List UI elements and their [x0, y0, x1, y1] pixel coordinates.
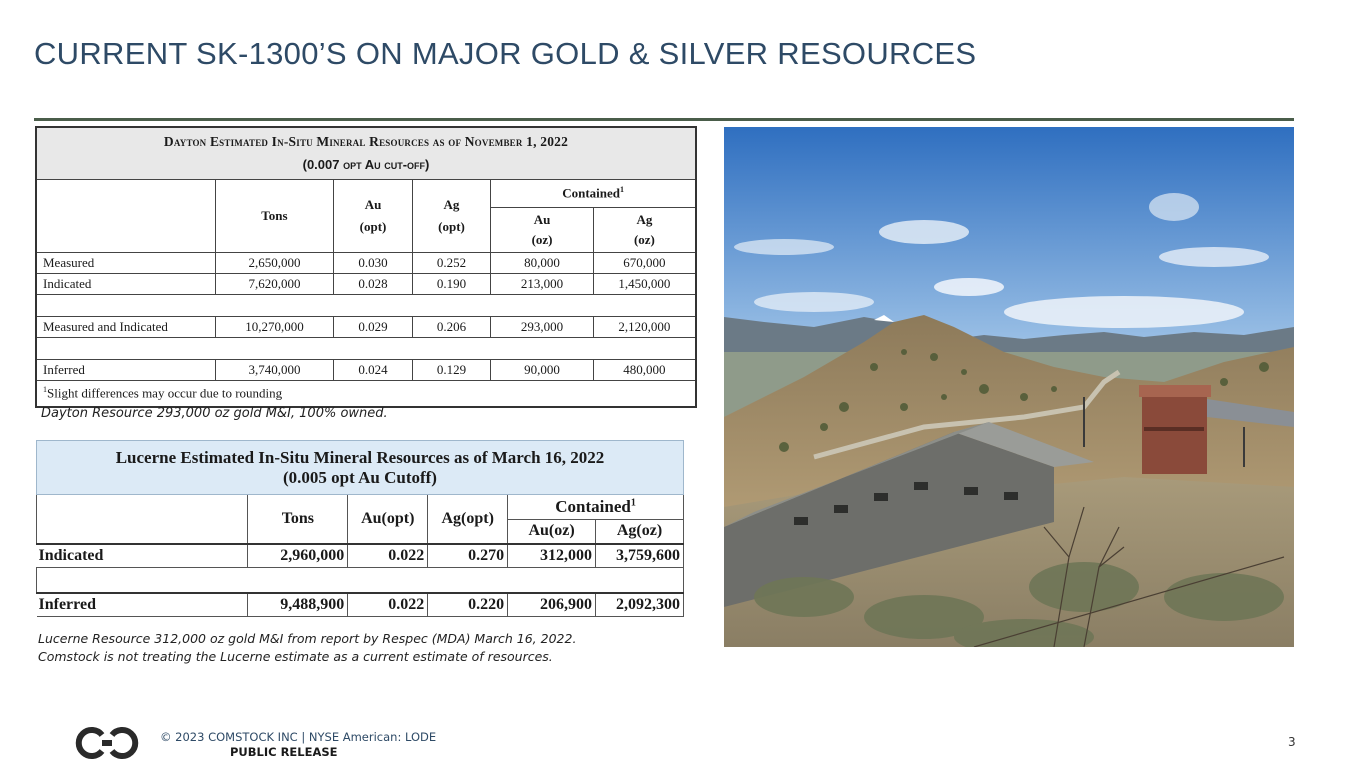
- cell-ag-oz: 2,120,000: [593, 316, 696, 337]
- cell-au: 0.028: [334, 273, 412, 294]
- cell-au-oz: 90,000: [491, 359, 594, 380]
- row-label: Measured and Indicated: [36, 316, 215, 337]
- cell-au: 0.024: [334, 359, 412, 380]
- page-title: CURRENT SK-1300’S ON MAJOR GOLD & SILVER RESOURCES: [34, 36, 977, 71]
- cell-ag: 0.206: [412, 316, 490, 337]
- cell-ag-oz: 3,759,600: [596, 544, 684, 568]
- cell-tons: 2,650,000: [215, 252, 334, 273]
- cell-au: 0.029: [334, 316, 412, 337]
- table-row: [36, 273, 696, 294]
- table-row: [36, 252, 696, 273]
- cell-ag: 0.129: [412, 359, 490, 380]
- cell-ag-oz: 1,450,000: [593, 273, 696, 294]
- cell-au-oz: 293,000: [491, 316, 594, 337]
- spacer-row: [37, 568, 684, 593]
- table-row: [36, 316, 696, 337]
- cell-ag: 0.220: [428, 593, 508, 617]
- dayton-contained-sup: 1: [620, 184, 625, 194]
- cell-au-oz: 206,900: [508, 593, 596, 617]
- dayton-c-ag-unit: (oz): [633, 231, 655, 247]
- row-label: Measured: [36, 252, 215, 273]
- row-label: Indicated: [37, 544, 248, 568]
- lucerne-heading-line1: Lucerne Estimated In-Situ Mineral Resources as of March 16, 2022: [115, 447, 605, 467]
- footer-copyright: © 2023 COMSTOCK INC | NYSE American: LODE: [160, 730, 437, 744]
- spacer-row: [36, 294, 696, 316]
- lucerne-blank-header: [37, 495, 248, 544]
- dayton-col-ag-label: Ag: [443, 196, 460, 212]
- mine-site-photo: [724, 127, 1294, 647]
- dayton-col-ag: [412, 179, 490, 252]
- dayton-blank-header: [36, 179, 215, 252]
- lucerne-table-heading: [37, 441, 684, 495]
- spacer-row: [36, 337, 696, 359]
- lucerne-col-au: Au(opt): [348, 495, 428, 544]
- cell-au-oz: 80,000: [491, 252, 594, 273]
- dayton-col-contained-au: [491, 207, 594, 252]
- comstock-logo-icon: [74, 726, 140, 760]
- dayton-c-au-label: Au: [533, 211, 551, 227]
- dayton-c-ag-label: Ag: [636, 211, 653, 227]
- cell-au-oz: 213,000: [491, 273, 594, 294]
- footer-public-release: PUBLIC RELEASE: [230, 745, 338, 759]
- dayton-col-au-label: Au: [364, 196, 382, 212]
- row-label: Inferred: [36, 359, 215, 380]
- dayton-heading-line1: Dayton Estimated In-Situ Mineral Resources as of November 1, 2022: [163, 134, 569, 150]
- dayton-col-tons: Tons: [215, 179, 334, 252]
- dayton-c-au-unit: (oz): [531, 231, 553, 247]
- footnote-text: Slight differences may occur due to rounding: [47, 385, 283, 401]
- dayton-resource-table: [35, 126, 697, 408]
- dayton-contained-label: Contained: [562, 185, 621, 201]
- lucerne-contained-sup: 1: [630, 497, 636, 509]
- dayton-col-au: [334, 179, 412, 252]
- lucerne-contained-label: Contained: [555, 497, 631, 516]
- lucerne-col-contained-au: Au(oz): [508, 520, 596, 544]
- footnote-sup: 1: [43, 385, 47, 395]
- dayton-caption: Dayton Resource 293,000 oz gold M&I, 100% owned.: [41, 406, 388, 421]
- row-label: Inferred: [37, 593, 248, 617]
- table-row: [37, 544, 684, 568]
- dayton-col-contained: [491, 179, 696, 207]
- cell-tons: 2,960,000: [248, 544, 348, 568]
- lucerne-caption-line2: Comstock is not treating the Lucerne estimate as a current estimate of resources.: [38, 649, 553, 664]
- cell-tons: 10,270,000: [215, 316, 334, 337]
- cell-au: 0.022: [348, 544, 428, 568]
- page-number: 3: [1288, 735, 1296, 749]
- cell-tons: 3,740,000: [215, 359, 334, 380]
- lucerne-col-contained-ag: Ag(oz): [596, 520, 684, 544]
- cell-ag-oz: 670,000: [593, 252, 696, 273]
- cell-au: 0.030: [334, 252, 412, 273]
- lucerne-col-contained: [508, 495, 684, 520]
- cell-ag-oz: 2,092,300: [596, 593, 684, 617]
- table-row: [37, 593, 684, 617]
- cell-tons: 7,620,000: [215, 273, 334, 294]
- cell-tons: 9,488,900: [248, 593, 348, 617]
- dayton-col-au-unit: (opt): [359, 218, 387, 234]
- dayton-footnote: [36, 380, 696, 407]
- dayton-heading-line2: (0.007 opt Au cut-off): [302, 157, 430, 173]
- dayton-table-heading: [36, 127, 696, 179]
- cell-ag: 0.190: [412, 273, 490, 294]
- row-label: Indicated: [36, 273, 215, 294]
- cell-ag: 0.252: [412, 252, 490, 273]
- table-row: [36, 359, 696, 380]
- cell-au: 0.022: [348, 593, 428, 617]
- cell-ag-oz: 480,000: [593, 359, 696, 380]
- lucerne-caption: [38, 630, 576, 666]
- lucerne-resource-table: [36, 440, 684, 617]
- lucerne-col-tons: Tons: [248, 495, 348, 544]
- dayton-col-contained-ag: [593, 207, 696, 252]
- cell-ag: 0.270: [428, 544, 508, 568]
- title-divider: [34, 118, 1294, 121]
- lucerne-col-ag: Ag(opt): [428, 495, 508, 544]
- lucerne-heading-line2: (0.005 opt Au Cutoff): [283, 467, 437, 487]
- lucerne-caption-line1: Lucerne Resource 312,000 oz gold M&I from report by Respec (MDA) March 16, 2022.: [38, 631, 577, 646]
- dayton-col-ag-unit: (opt): [438, 218, 465, 234]
- cell-au-oz: 312,000: [508, 544, 596, 568]
